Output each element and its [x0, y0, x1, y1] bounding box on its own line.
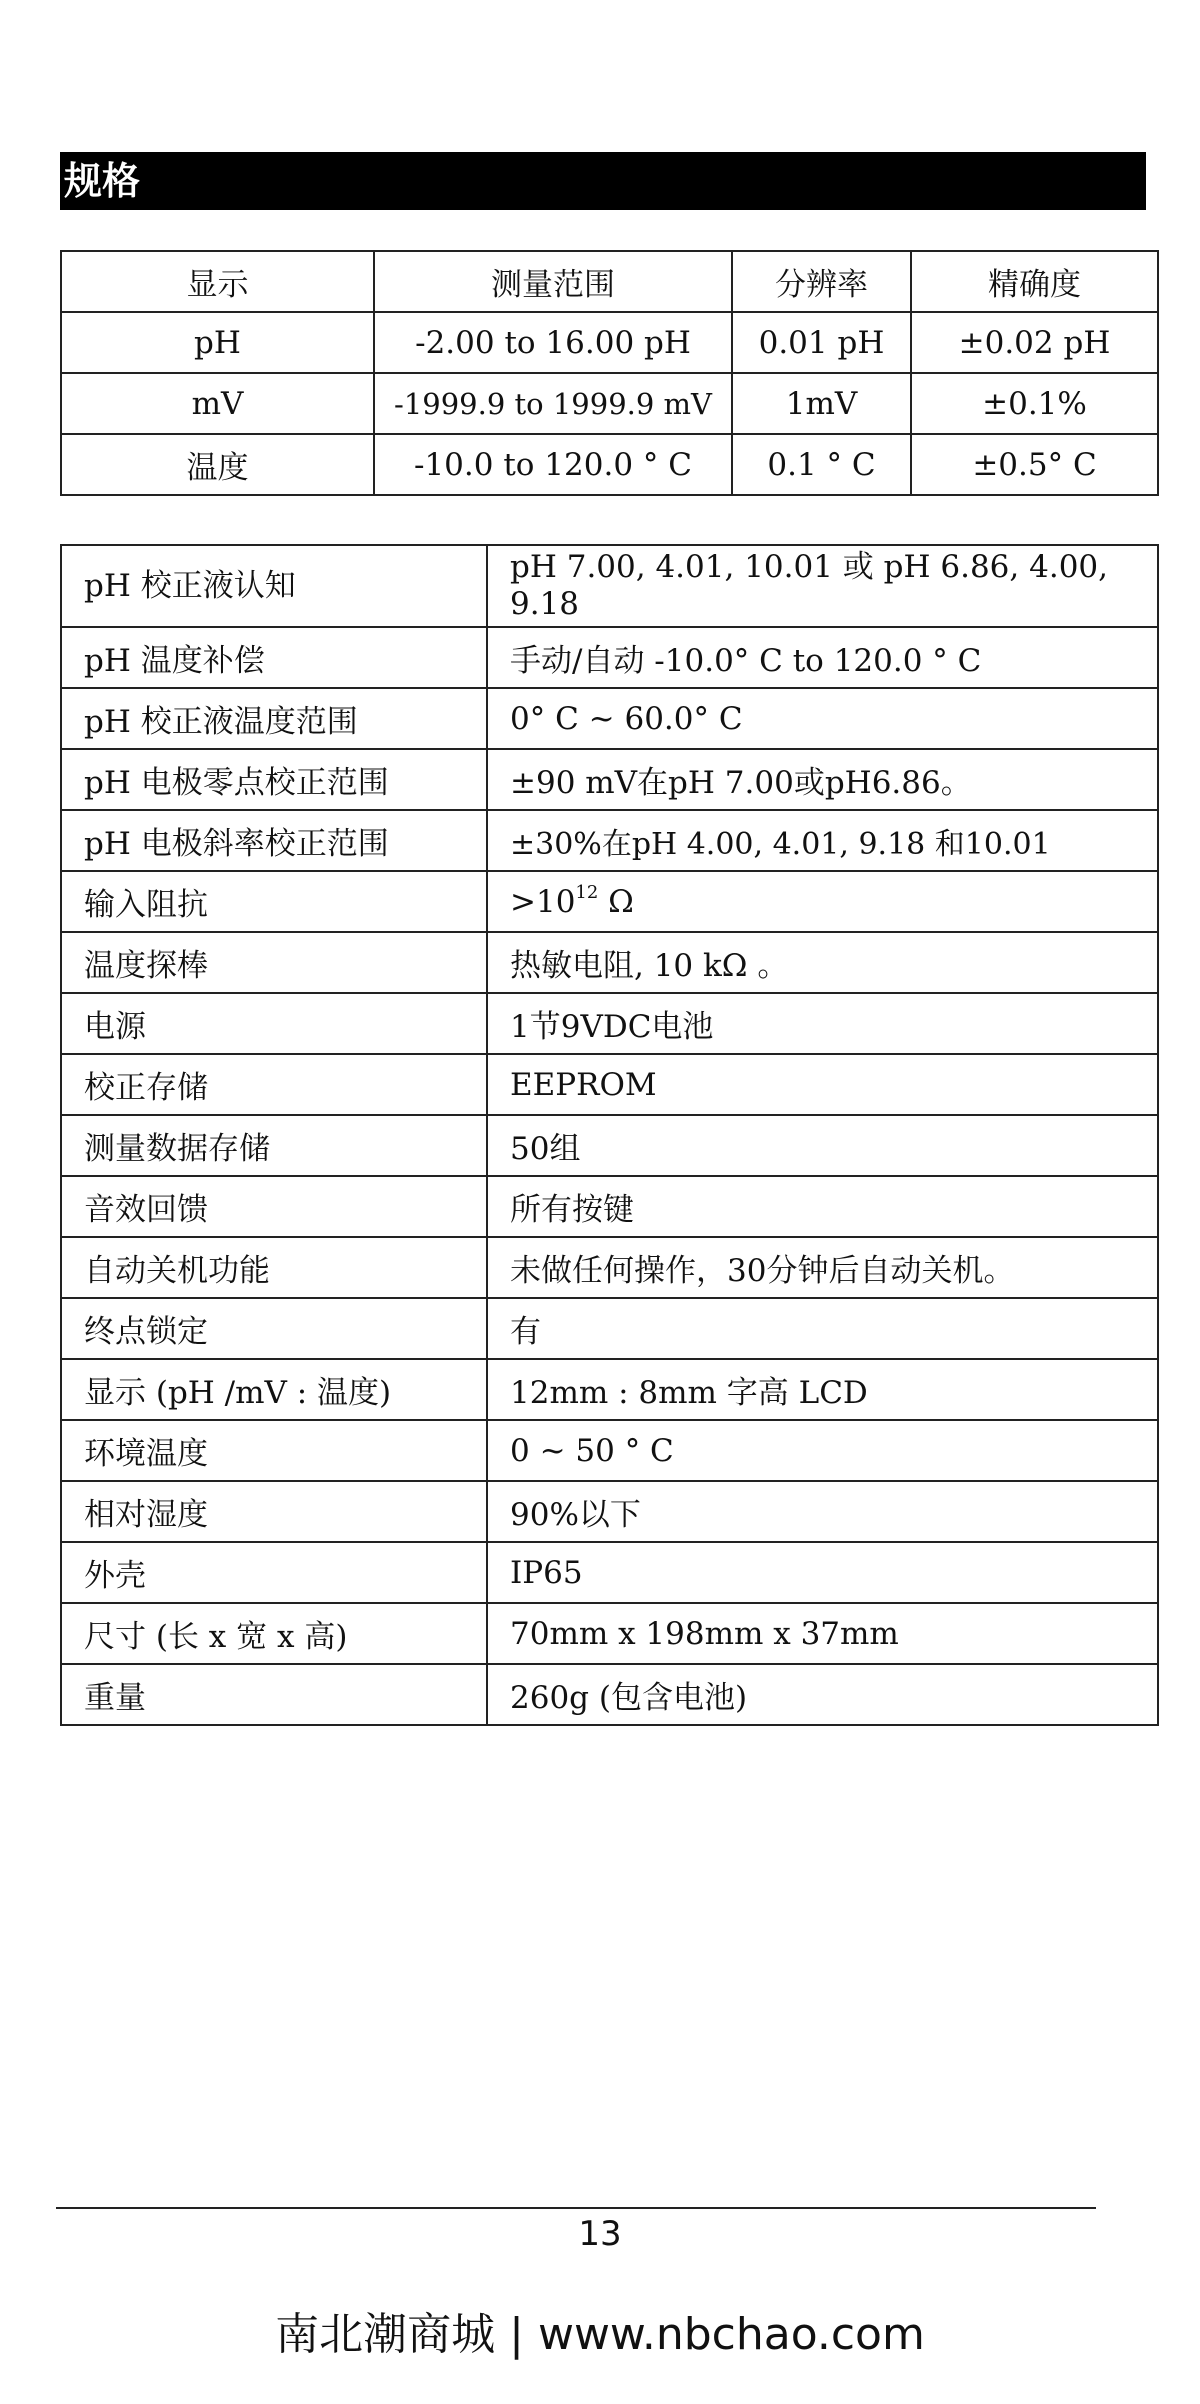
row-value	[487, 871, 1158, 932]
row-value: 热敏电阻, 10 kΩ 。	[487, 932, 1158, 993]
table-cell: ±0.1%	[911, 373, 1158, 434]
row-value: ±30%在pH 4.00, 4.01, 9.18 和10.01	[487, 810, 1158, 871]
table-row	[61, 1298, 1158, 1359]
row-value: pH 7.00, 4.01, 10.01 或 pH 6.86, 4.00, 9.18	[487, 545, 1158, 627]
table-row	[61, 1237, 1158, 1298]
table-cell: ±0.5° C	[911, 434, 1158, 495]
row-label: 音效回馈	[61, 1176, 487, 1237]
row-value: 未做任何操作，30分钟后自动关机。	[487, 1237, 1158, 1298]
site-watermark: 南北潮商城 | www.nbchao.com	[275, 2309, 925, 2360]
row-label: pH 校正液认知	[61, 545, 487, 627]
row-value: 手动/自动 -10.0° C to 120.0 ° C	[487, 627, 1158, 688]
row-value: 90%以下	[487, 1481, 1158, 1542]
row-label: 尺寸 (长 x 宽 x 高)	[61, 1603, 487, 1664]
value-exponent: 12	[575, 881, 599, 903]
row-label: 显示 (pH /mV : 温度)	[61, 1359, 487, 1420]
row-label: pH 温度补偿	[61, 627, 487, 688]
value-suffix: Ω	[598, 883, 634, 920]
value-prefix: >10	[510, 883, 576, 920]
table-row	[61, 688, 1158, 749]
table-row	[61, 1664, 1158, 1725]
table-row	[61, 871, 1158, 932]
row-label: 电源	[61, 993, 487, 1054]
table-row	[61, 1115, 1158, 1176]
row-label: pH 电极斜率校正范围	[61, 810, 487, 871]
row-label: 输入阻抗	[61, 871, 487, 932]
row-value: 有	[487, 1298, 1158, 1359]
row-label: 测量数据存储	[61, 1115, 487, 1176]
row-value: ±90 mV在pH 7.00或pH6.86。	[487, 749, 1158, 810]
row-label: 校正存储	[61, 1054, 487, 1115]
table-cell: mV	[61, 373, 374, 434]
table-cell: ±0.02 pH	[911, 312, 1158, 373]
row-label: 温度探棒	[61, 932, 487, 993]
table-row	[61, 373, 1158, 434]
spec-table	[60, 250, 1159, 496]
row-label: 外壳	[61, 1542, 487, 1603]
table-row	[61, 749, 1158, 810]
table-cell: -10.0 to 120.0 ° C	[374, 434, 732, 495]
table-cell: -2.00 to 16.00 pH	[374, 312, 732, 373]
row-value: 1节9VDC电池	[487, 993, 1158, 1054]
detail-table	[60, 544, 1159, 1726]
table-row	[61, 1481, 1158, 1542]
section-title: 规格	[60, 152, 1146, 210]
row-value: 260g (包含电池)	[487, 1664, 1158, 1725]
row-label: 环境温度	[61, 1420, 487, 1481]
table-row	[61, 1420, 1158, 1481]
header-cell: 精确度	[911, 251, 1158, 312]
row-label: 自动关机功能	[61, 1237, 487, 1298]
header-cell: 分辨率	[732, 251, 911, 312]
table-row	[61, 1603, 1158, 1664]
table-row	[61, 810, 1158, 871]
footer-divider	[56, 2207, 1096, 2209]
table-header-row	[61, 251, 1158, 312]
table-row	[61, 1542, 1158, 1603]
table-cell: 0.1 ° C	[732, 434, 911, 495]
table-row	[61, 627, 1158, 688]
table-row	[61, 1359, 1158, 1420]
row-label: pH 校正液温度范围	[61, 688, 487, 749]
row-value: 12mm : 8mm 字高 LCD	[487, 1359, 1158, 1420]
row-label: pH 电极零点校正范围	[61, 749, 487, 810]
row-label: 相对湿度	[61, 1481, 487, 1542]
table-cell: 0.01 pH	[732, 312, 911, 373]
page-number: 13	[578, 2214, 622, 2254]
row-value: 所有按键	[487, 1176, 1158, 1237]
table-row	[61, 993, 1158, 1054]
table-row	[61, 434, 1158, 495]
header-cell: 显示	[61, 251, 374, 312]
table-row	[61, 1054, 1158, 1115]
table-row	[61, 545, 1158, 627]
table-cell: pH	[61, 312, 374, 373]
row-value: 70mm x 198mm x 37mm	[487, 1603, 1158, 1664]
table-row	[61, 312, 1158, 373]
row-label: 终点锁定	[61, 1298, 487, 1359]
table-cell: 温度	[61, 434, 374, 495]
row-value: EEPROM	[487, 1054, 1158, 1115]
header-cell: 测量范围	[374, 251, 732, 312]
row-value: 0° C ~ 60.0° C	[487, 688, 1158, 749]
row-value: 0 ~ 50 ° C	[487, 1420, 1158, 1481]
row-label: 重量	[61, 1664, 487, 1725]
table-row	[61, 932, 1158, 993]
table-row	[61, 1176, 1158, 1237]
row-value: 50组	[487, 1115, 1158, 1176]
table-cell: -1999.9 to 1999.9 mV	[374, 373, 732, 434]
table-cell: 1mV	[732, 373, 911, 434]
row-value: IP65	[487, 1542, 1158, 1603]
